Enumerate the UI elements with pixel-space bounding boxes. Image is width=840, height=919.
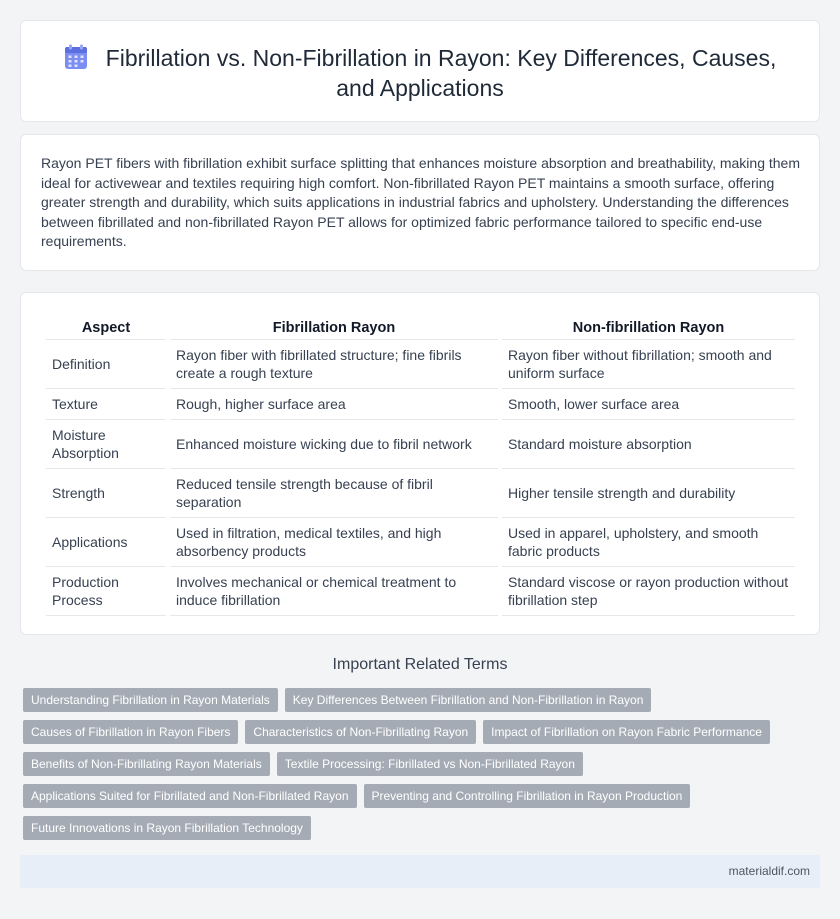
row-aspect: Strength [46,469,166,518]
table-row [46,518,795,567]
row-aspect: Moisture Absorption [46,420,166,469]
related-term-tag[interactable]: Causes of Fibrillation in Rayon Fibers [23,720,238,744]
row-fibrillation: Used in filtration, medical textiles, and high absorbency products [170,518,498,567]
related-term-tag[interactable]: Future Innovations in Rayon Fibrillation Technology [23,816,311,840]
table-row [46,389,795,420]
related-terms-title: Important Related Terms [332,656,508,673]
row-aspect: Definition [46,340,166,389]
header-fibrillation: Fibrillation Rayon [170,315,498,340]
related-term-tag[interactable]: Impact of Fibrillation on Rayon Fabric Performance [483,720,770,744]
row-non-fibrillation: Higher tensile strength and durability [502,469,795,518]
row-fibrillation: Enhanced moisture wicking due to fibril network [170,420,498,469]
related-term-tag[interactable]: Benefits of Non-Fibrillating Rayon Materials [23,752,270,776]
table-row [46,567,795,616]
intro-card [20,134,820,271]
table-row [46,420,795,469]
intro-paragraph: Rayon PET fibers with fibrillation exhibit surface splitting that enhances moisture absorption and breathability, making them ideal for activewear and textiles requiring high comfort. Non-fibrillated Rayon PET maintains a smooth surface, offering greater strength and durability, which suits applications in industrial fabrics and upholstery. Understanding the differences between fibrillated and non-fibrillated Rayon PET allows for optimized fabric performance tailored to specific end-use requirements. [41,155,800,249]
table-row [46,340,795,389]
row-fibrillation: Rough, higher surface area [170,389,498,420]
document-icon [64,44,88,70]
page-title: Fibrillation vs. Non-Fibrillation in Rayon: Key Differences, Causes, and Applications [105,45,777,101]
related-term-tag[interactable]: Key Differences Between Fibrillation and Non-Fibrillation in Rayon [285,688,652,712]
footer-site-link[interactable]: materialdif.com [728,864,810,878]
row-fibrillation: Rayon fiber with fibrillated structure; fine fibrils create a rough texture [170,340,498,389]
related-term-tag[interactable]: Understanding Fibrillation in Rayon Materials [23,688,278,712]
table-row [46,469,795,518]
row-non-fibrillation: Rayon fiber without fibrillation; smooth and uniform surface [502,340,795,389]
header-non-fibrillation: Non-fibrillation Rayon [502,315,795,340]
related-term-tag[interactable]: Applications Suited for Fibrillated and Non-Fibrillated Rayon [23,784,357,808]
related-terms-tags [23,688,803,840]
row-aspect: Applications [46,518,166,567]
row-non-fibrillation: Standard viscose or rayon production without fibrillation step [502,567,795,616]
related-term-tag[interactable]: Characteristics of Non-Fibrillating Rayon [245,720,476,744]
related-term-tag[interactable]: Preventing and Controlling Fibrillation in Rayon Production [364,784,691,808]
comparison-table-card [20,292,820,635]
row-fibrillation: Reduced tensile strength because of fibril separation [170,469,498,518]
page-title-row [21,43,819,103]
header-aspect: Aspect [46,315,166,340]
row-fibrillation: Involves mechanical or chemical treatment to induce fibrillation [170,567,498,616]
table-header-row [46,315,795,340]
related-term-tag[interactable]: Textile Processing: Fibrillated vs Non-Fibrillated Rayon [277,752,583,776]
row-aspect: Texture [46,389,166,420]
footer [20,855,820,888]
row-non-fibrillation: Standard moisture absorption [502,420,795,469]
comparison-table [42,315,799,616]
row-non-fibrillation: Used in apparel, upholstery, and smooth fabric products [502,518,795,567]
header-card [20,20,820,122]
row-non-fibrillation: Smooth, lower surface area [502,389,795,420]
row-aspect: Production Process [46,567,166,616]
